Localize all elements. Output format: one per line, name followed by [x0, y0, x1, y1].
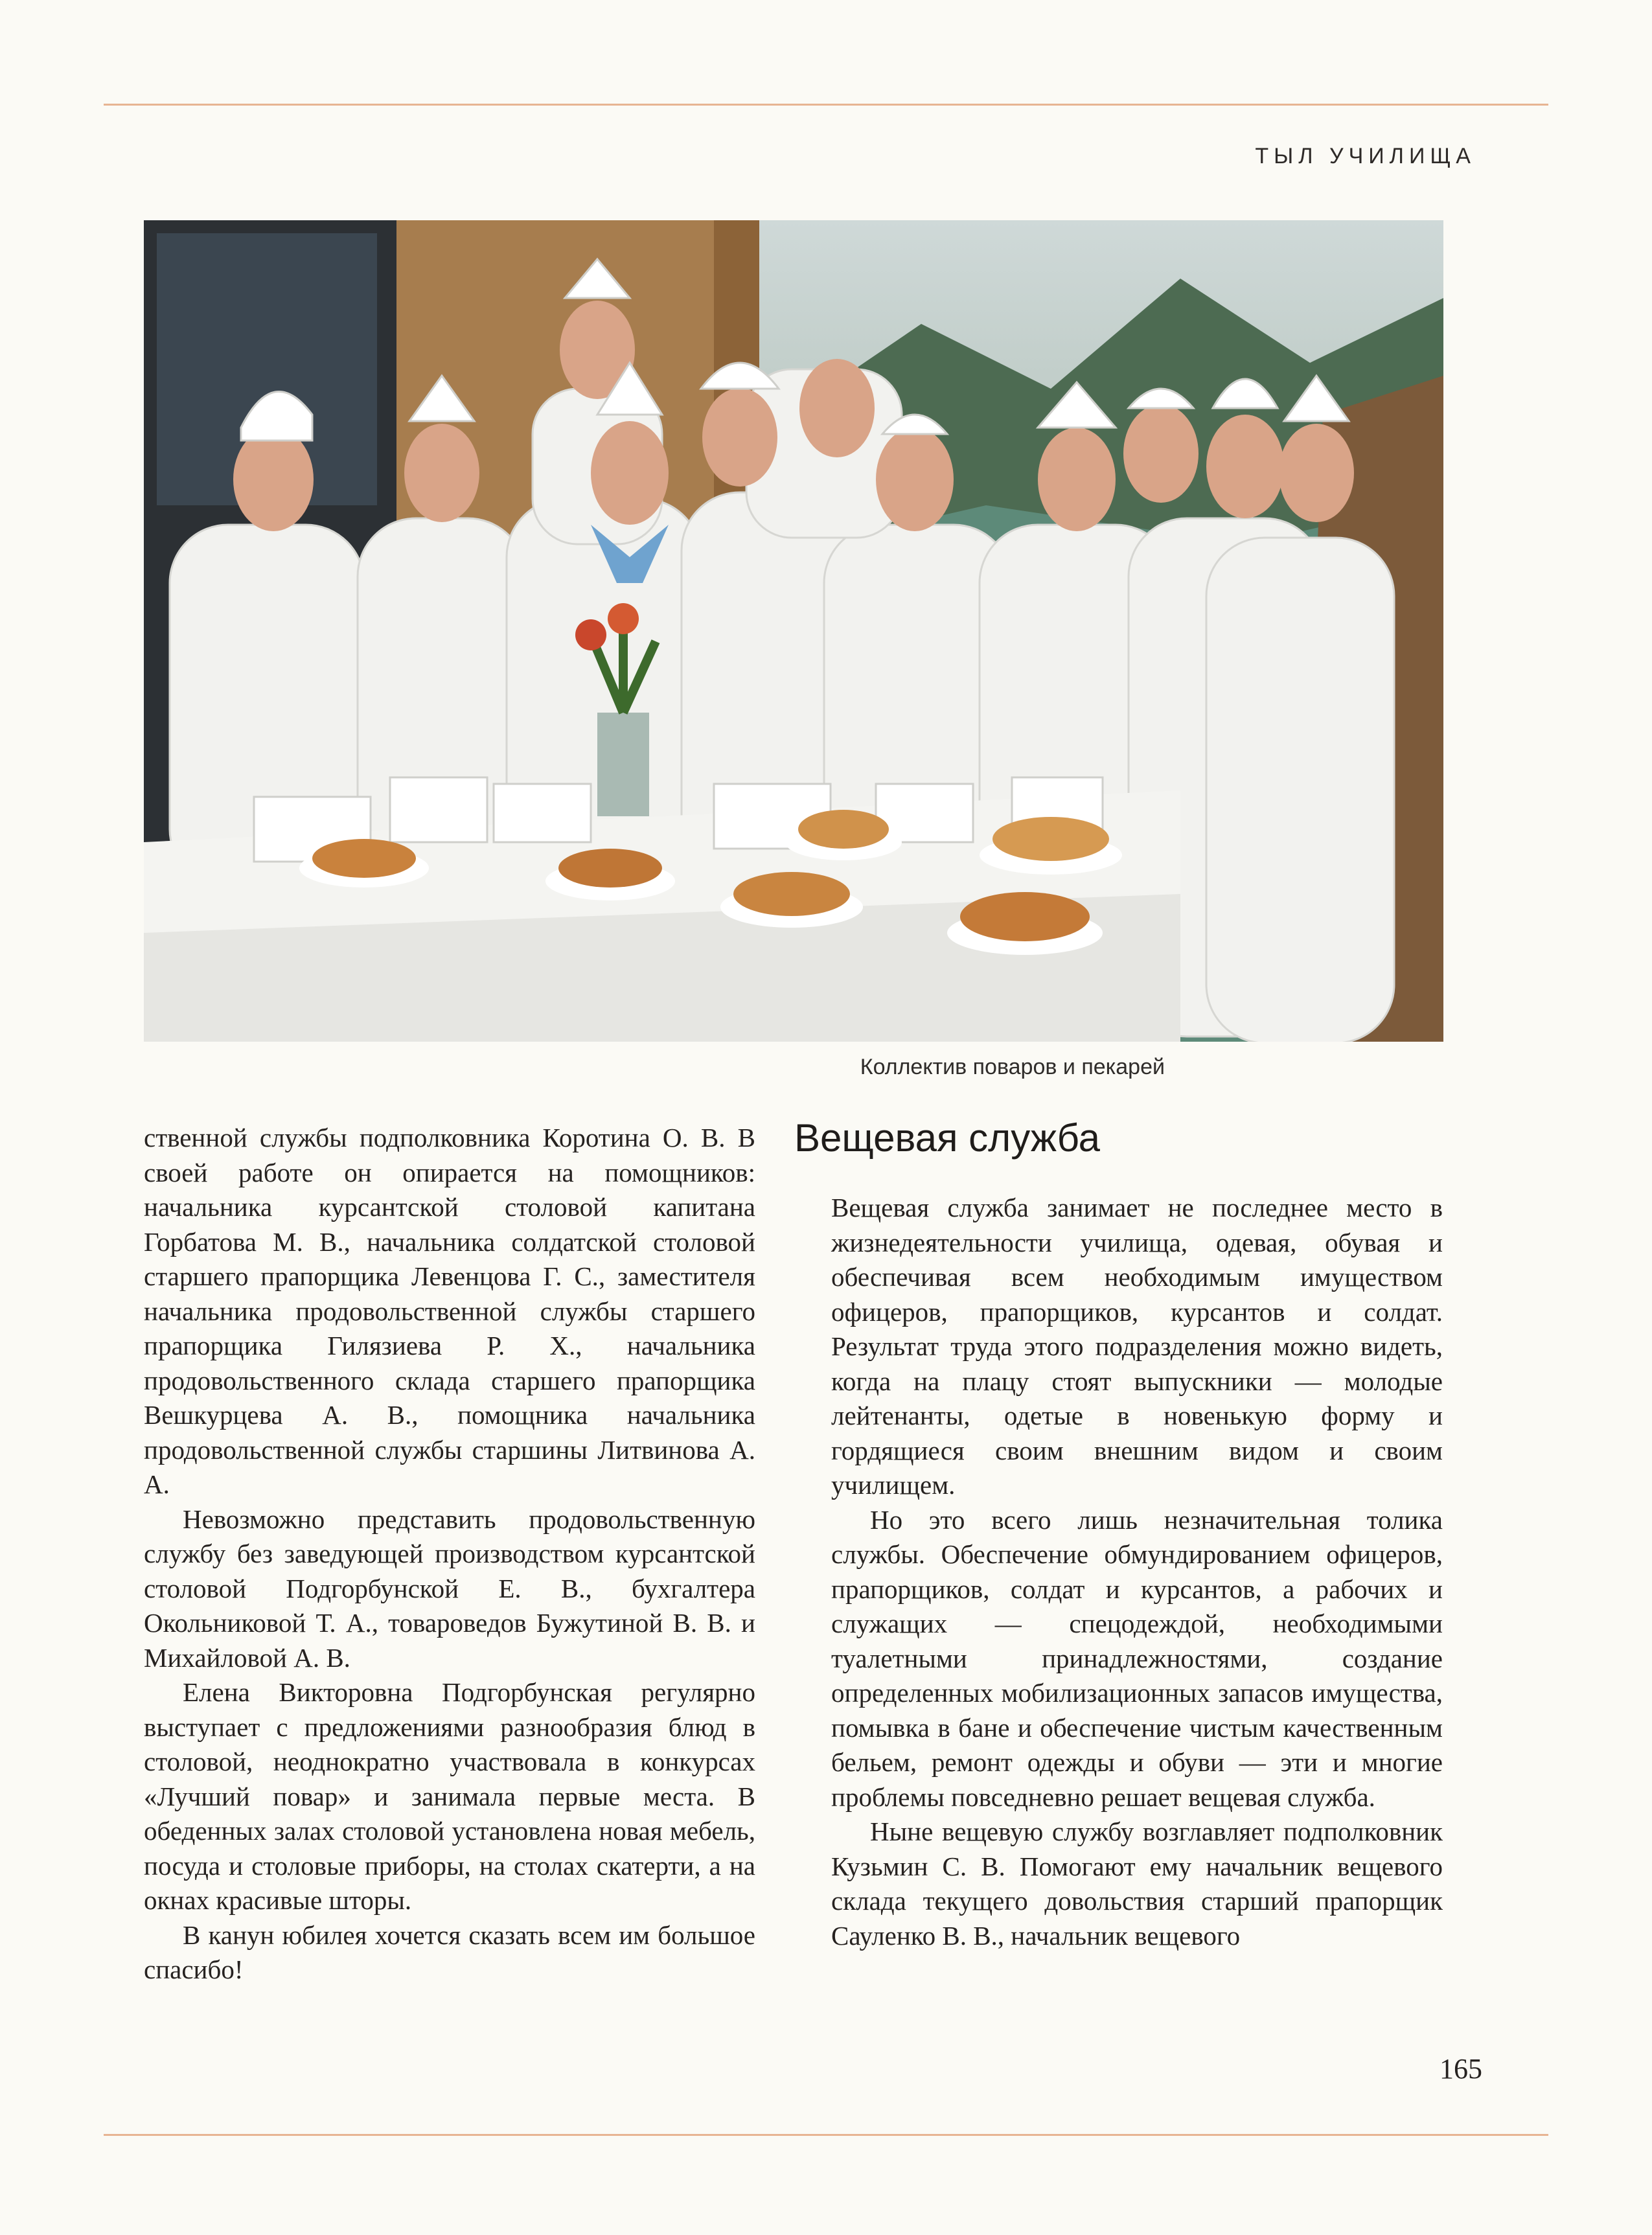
photo-caption: Коллектив поваров и пекарей: [860, 1055, 1165, 1079]
paragraph: В канун юбилея хочется сказать всем им большое спасибо!: [144, 1920, 755, 1984]
page-number: 165: [1440, 2053, 1482, 2085]
paragraph: Но это всего лишь незначительная толика службы. Обеспечение обмундированием офицеров, прапорщиков, солдат и курсантов, а рабочих и служащих — спецодеждой, необходимыми туалетными принадлежностями, создание определенных мобилизационных запасов имущества, помывка в бане и обеспечение чистым качественным бельем, ремонт одежды и обуви — эти и многие проблемы повседневно решает вещевая служба.: [831, 1504, 1443, 1812]
section-heading: Вещевая служба: [794, 1116, 1101, 1160]
paragraph: Невозможно представить продовольственную службу без заведующей производством курсантской столовой Подгорбунской Е. В., бухгалтера Окольниковой Т. А., товароведов Бужутиной В. В. и Михайловой А. В.: [144, 1504, 755, 1673]
paragraph: Вещевая служба занимает не последнее место в жизнедеятельности училища, одевая, обувая и обеспечивая всем необходимым имуществом офицеров, прапорщиков, курсантов и солдат. Результат труда этого подразделения можно видеть, когда на плацу стоят выпускники — молодые лейтенанты, одетые в новенькую форму и гордящиеся своим внешним видом и своим училищем.: [831, 1193, 1443, 1500]
paragraph: ственной службы подполковника Коротина О. В. В своей работе он опирается на помощников: начальника курсантской столовой капитана Горбатова М. В., начальника солдатской столовой старшего прапорщика Левенцова Г. С., заместителя начальника продовольственной службы старшего прапорщика Гилязиева Р. Х., начальника продовольственного склада старшего прапорщика Вешкурцева А. В., помощника начальника продовольственной службы старшины Литвинова А. А.: [144, 1123, 755, 1499]
left-column: [144, 1121, 755, 1988]
running-head: ТЫЛ УЧИЛИЩА: [1255, 144, 1476, 168]
paragraph: Елена Викторовна Подгорбунская регулярно выступает с предложениями разнообразия блюд в столовой, неоднократно участвовала в конкурсах «Лучший повар» и занимала первые места. В обеденных залах столовой установлена новая мебель, посуда и столовые приборы, на столах скатерти, а на окнах красивые шторы.: [144, 1677, 755, 1915]
right-column: [831, 1191, 1443, 1953]
top-rule: [104, 104, 1548, 106]
bottom-rule: [104, 2134, 1548, 2136]
photo-illustration: [144, 220, 1443, 1042]
paragraph: Ныне вещевую службу возглавляет подполковник Кузьмин С. В. Помогают ему начальник вещевого склада текущего довольствия старший прапорщик Сауленко В. В., начальник вещевого: [831, 1817, 1443, 1951]
group-photo: [144, 220, 1443, 1042]
